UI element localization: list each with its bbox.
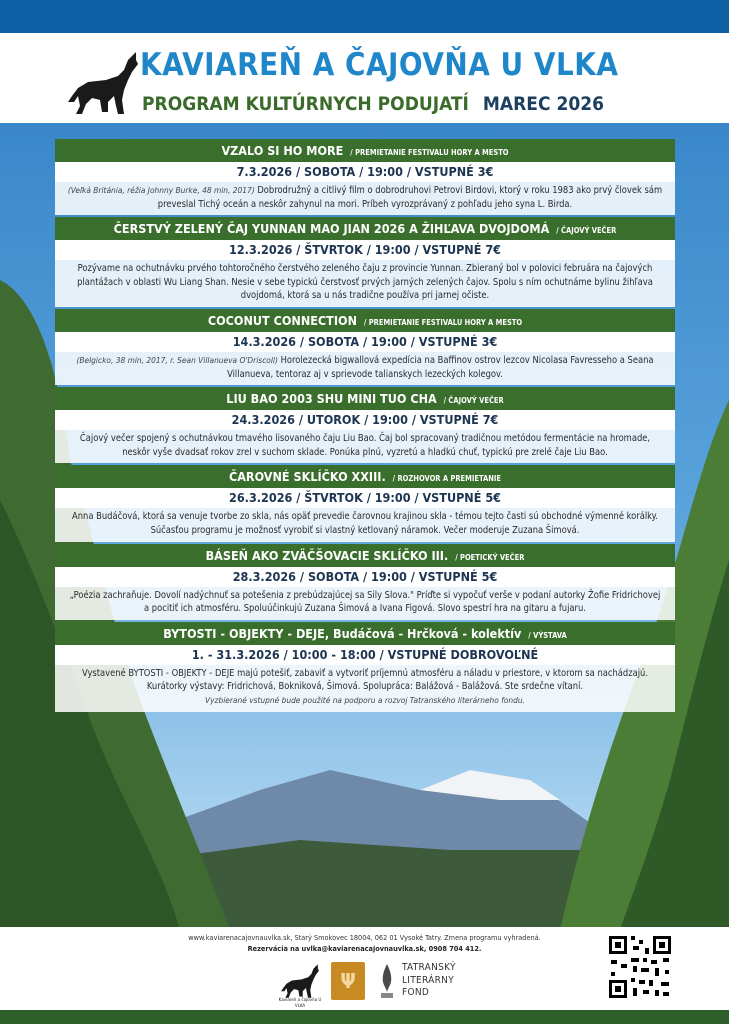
event-description [55,587,675,620]
event-date: 1. - 31.3.2026 / 10:00 - 18:00 / VSTUPNÉ DOBROVOĽNÉ [55,645,675,665]
event-card [55,544,675,620]
event-description [55,182,675,215]
event-description [55,352,675,385]
event-title: BYTOSTI - OBJEKTY - DEJE, Budáčová - Hrčková - kolektív [163,625,522,641]
event-title-bar [55,387,675,410]
event-title: ČERSTVÝ ZELENÝ ČAJ YUNNAN MAO JIAN 2026 A ŽIHĽAVA DVOJDOMÁ [113,221,550,237]
event-card [55,309,675,385]
event-tag: / ROZHOVOR A PREMIETANIE [392,474,502,484]
event-date: 14.3.2026 / SOBOTA / 19:00 / VSTUPNÉ 3€ [55,332,675,352]
event-date: 24.3.2026 / UTOROK / 19:00 / VSTUPNÉ 7€ [55,410,675,430]
event-note: (Veľká Británia, réžia Johnny Burke, 48 min, 2017) [67,185,255,195]
event-title-bar [55,465,675,488]
event-title: BÁSEŇ AKO ZVÄČŠOVACIE SKLÍČKO III. [205,547,449,563]
event-tag: / ČAJOVÝ VEČER [443,396,504,406]
gold-partner-logo: Ψ [331,962,365,1000]
bottom-forest-strip [0,1010,729,1024]
event-card [55,139,675,215]
event-date: 28.3.2026 / SOBOTA / 19:00 / VSTUPNÉ 5€ [55,567,675,587]
event-tag: / VÝSTAVA [528,630,567,640]
literary-fund-emblem-icon [378,962,396,1000]
event-text: Anna Budáčová, ktorá sa venuje tvorbe zo skla, nás opäť prevedie čarovnou krajinou skla - témou tejto časti sú obchodné výmenné korálky. Súčasťou programu je možnosť vyrobiť si vlastný ketlovaný náramok. Večer moderuje Zuzana Šimová. [72,511,658,536]
qr-code-icon[interactable] [607,934,673,1000]
event-description [55,260,675,307]
event-tag: / ČAJOVÝ VEČER [556,226,617,236]
event-tag: / POETICKÝ VEČER [455,552,525,562]
event-tag: / PREMIETANIE FESTIVALU HORY A MESTO [363,317,523,327]
event-title: VZALO SI HO MORE [221,143,344,158]
footer-reservation: Rezervácia na uvlka@kaviarenacajovnauvlka.sk, 0908 704 412. [247,944,482,953]
page-title: KAVIAREŇ A ČAJOVŇA U VLKA [140,47,619,83]
wolf-logo-text: Kaviareň a čajovňa U VLKA [278,998,322,1009]
event-title: ČAROVNÉ SKLÍČKO XXIII. [228,469,386,485]
event-description [55,665,675,712]
event-text: Horolezecká bigwallová expedícia na Baffinov ostrov lezcov Nicolasa Favresseho a Seana Villanueva, tentoraz aj v sprievode talianskych lezeckých kolegov. [227,354,654,380]
month-label: MAREC 2026 [482,93,605,115]
footer-address: www.kaviarenacajovnauvlka.sk, Starý Smokovec 18004, 062 01 Vysoké Tatry. Zmena programu vyhradená. [188,933,541,942]
events-list [55,139,675,714]
event-tag: / PREMIETANIE FESTIVALU HORY A MESTO [350,148,509,157]
wolf-logo-icon [280,962,320,1000]
event-note: (Belgicko, 38 min, 2017, r. Sean Villanueva O'Driscoll) [76,354,278,365]
wolf-howling-icon [66,50,140,116]
event-title-bar [55,544,675,567]
event-date: 7.3.2026 / SOBOTA / 19:00 / VSTUPNÉ 3€ [55,162,675,182]
event-card [55,387,675,463]
event-text: Pozývame na ochutnávku prvého tohtoročného čerstvého zeleného čaju z provincie Yunnan. Zbieraný bol v polovici februára na čajových plantážach v oblasti Wu Liang Shan. Nesie v sebe typickú čerstvosť prvých jarných zelených čajov. Spolu s ním ochutnáme bylinu žihľava dvojdomá, ktorá sa u nás tradične používa pri jarnej očiste. [77,263,653,302]
event-description [55,430,675,463]
subtitle-text: PROGRAM KULTÚRNYCH PODUJATÍ [142,93,469,115]
event-text: Dobrodružný a citlivý film o dobrodruhovi Petrovi Birdovi, ktorý v roku 1983 ako prvý človek sám preveslal Tichý oceán a neskôr zahynul na mori. Príbeh vyrozprávaný z pohľadu jeho syna L. Birda. [157,185,663,210]
top-bar [0,0,729,33]
event-title-bar [55,139,675,162]
event-card [55,217,675,307]
event-card [55,465,675,541]
event-title: COCONUT CONNECTION [207,312,357,328]
event-text: „Poézia zachraňuje. Dovolí nadýchnuť sa potešenia z prebúdzajúcej sa Sily Slova." Príďte si vypočuť verše v podaní autorky Žofie Fridrichovej a pocitiť ich atmosféru. Spoluúčinkujú Zuzana Šimová a Ivana Figová. Slovo spestrí hra na gitaru a fujaru. [69,589,661,615]
event-card [55,622,675,712]
event-date: 12.3.2026 / ŠTVRTOK / 19:00 / VSTUPNÉ 7€ [55,240,675,260]
event-title-bar [55,217,675,240]
event-title-bar [55,309,675,332]
event-title-bar [55,622,675,645]
event-date: 26.3.2026 / ŠTVRTOK / 19:00 / VSTUPNÉ 5€ [55,488,675,508]
event-footnote: Vyzbierané vstupné bude použité na podporu a rozvoj Tatranského literárneho fondu. [205,694,525,705]
event-title: LIU BAO 2003 SHU MINI TUO CHA [226,391,437,407]
event-text: Čajový večer spojený s ochutnávkou tmavého lisovaného čaju Liu Bao. Čaj bol spracovaný tradičnou metódou fermentácie na hromade, neskôr vyše dvadsať rokov zrel v suchom sklade. Ponúka plnú, vyzretú a hladkú chuť, typickú pre zrelé čaje Liu Bao. [79,433,651,458]
event-text: Vystavené BYTOSTI - OBJEKTY - DEJE majú potešiť, zabaviť a vytvoriť príjemnú atmosféru a náladu v priestore, v ktorom sa nachádzajú. Kurátorky výstavy: Fridrichová, Bokniková, Šimová. Spolupráca: Balážová - Balážová. Ste srdečne vítaní. [81,667,648,693]
literary-fund-name: TATRANSKÝ LITERÁRNY FOND [402,962,456,998]
page-subtitle [142,93,604,115]
event-description [55,508,675,541]
